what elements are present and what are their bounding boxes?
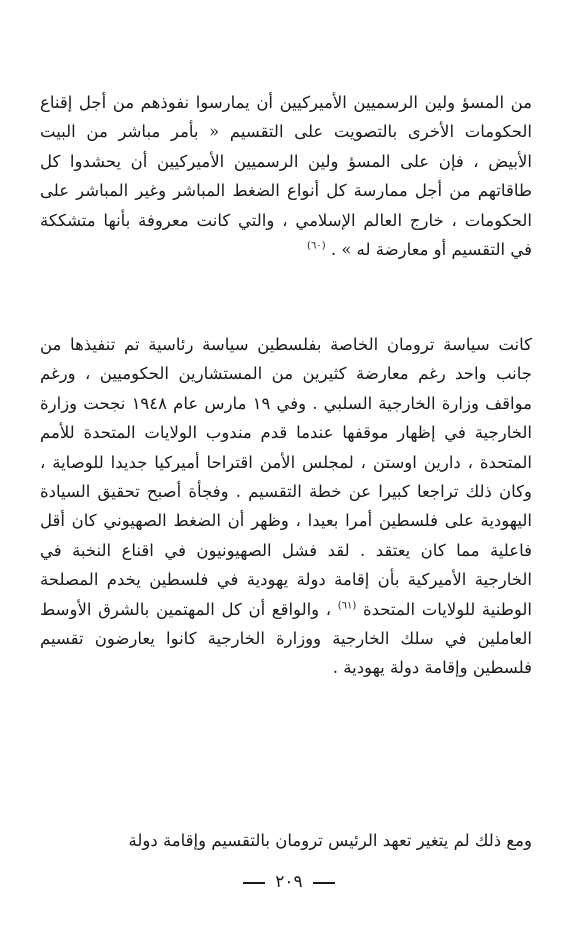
footnote-ref-60: (٦٠) <box>307 240 326 252</box>
paragraph-1 <box>40 88 532 264</box>
paragraph-2-text-continued: ، والواقع أن كل المهتمين بالشرق الأوسط العاملين في سلك الخارجية ووزارة الخارجية كانوا يعارضون تقسيم فلسطين وإقامة دولة يهودية . <box>40 599 532 678</box>
page-number-text: ٢٠٩ <box>275 872 303 892</box>
paragraph-3-text: ومع ذلك لم يتغير تعهد الرئيس ترومان بالتقسيم وإقامة دولة <box>128 831 532 850</box>
paragraph-3 <box>40 826 532 855</box>
footnote-ref-61: (٦١) <box>337 600 357 612</box>
paragraph-1-text: من المسؤ ولين الرسميين الأميركيين أن يمارسوا نفوذهم من أجل إقناع الحكومات الأخرى بالتصويت على التقسيم « بأمر مباشر من البيت الأبيض ، فإن على المسؤ ولين الرسميين الأميركيين أن يحشدوا كل طاقاتهم من أجل ممارسة كل أنواع الضغط المباشر وغير المباشر على الحكومات ، خارج العالم الإسلامي ، والتي كانت معروفة بأنها متشككة في التقسيم أو معارضة له » . <box>40 93 532 260</box>
paragraph-2-text: كانت سياسة ترومان الخاصة بفلسطين سياسة رئاسية تم تنفيذها من جانب واحد رغم معارضة كثيرين من المستشارين الحكوميين ، ورغم مواقف وزارة الخارجية السلبي . وفي ١٩ مارس عام ١٩٤٨ نجحت وزارة الخارجية في إظهار موقفها عندما قدم مندوب الولايات المتحدة للأمم المتحدة ، دارين اوستن ، لمجلس الأمن اقتراحا أميركيا جديدا للوصاية ، وكان ذلك تراجعا كبيرا عن خطة التقسيم . وفجأة أصبح تحقيق السيادة اليهودية على فلسطين أمرا بعيدا ، وظهر أن الضغط الصهيوني كان أقل فاعلية مما كان يعتقد . لقد فشل الصهيونيون في اقناع النخبة في الخارجية الأميركية بأن إقامة دولة يهودية في فلسطين يخدم المصلحة الوطنية للولايات المتحدة <box>40 335 532 619</box>
page-number <box>0 872 578 892</box>
page-number-dash-left <box>243 882 265 884</box>
paragraph-2 <box>40 330 532 683</box>
page-number-dash-right <box>313 882 335 884</box>
